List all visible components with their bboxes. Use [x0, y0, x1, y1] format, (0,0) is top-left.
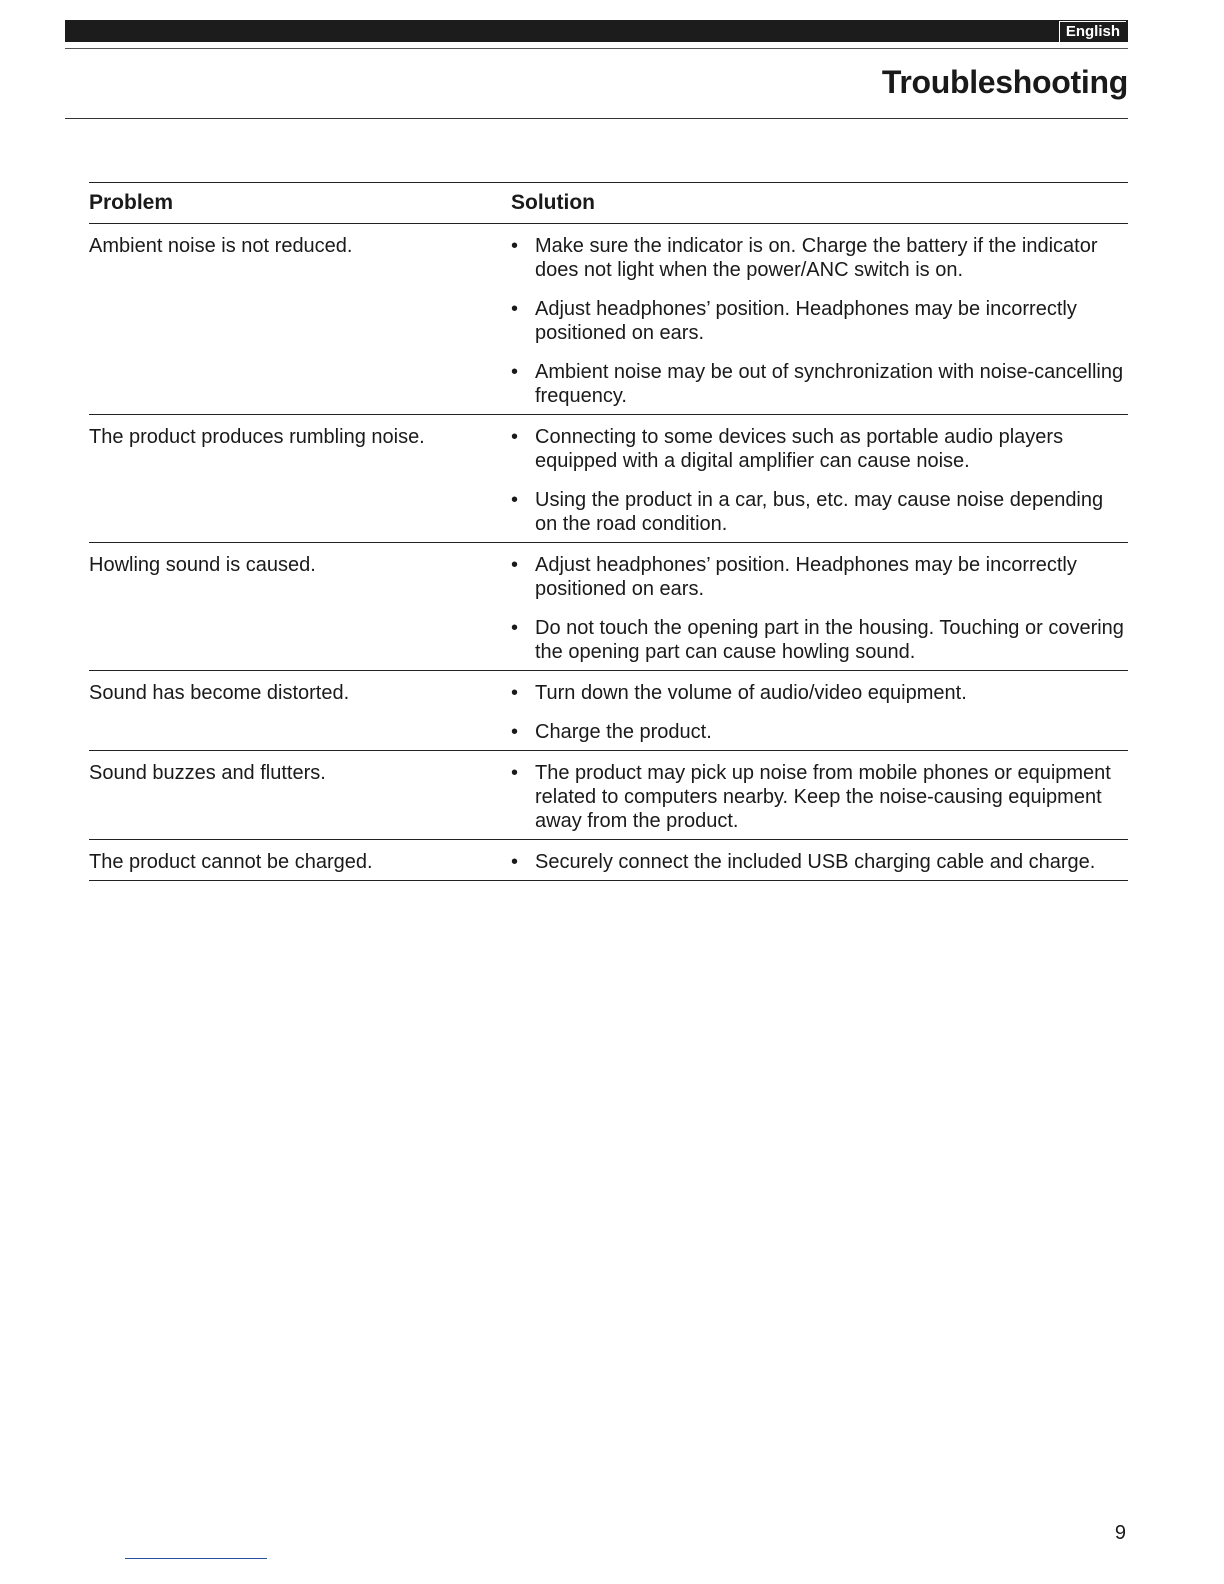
problem-cell: The product produces rumbling noise.	[89, 426, 425, 448]
solution-list	[511, 224, 1128, 414]
solution-text: Securely connect the included USB charging cable and charge.	[535, 851, 1096, 873]
language-tab: English	[1059, 21, 1126, 42]
solution-list	[511, 415, 1128, 542]
bullet-icon: •	[511, 682, 519, 704]
problem-cell: Howling sound is caused.	[89, 554, 316, 576]
divider	[125, 1558, 267, 1559]
solution-text: Connecting to some devices such as portable audio players equipped with a digital amplifier can cause noise.	[535, 426, 1064, 472]
solution-item	[511, 234, 1128, 282]
table-header-row	[89, 183, 1128, 224]
solution-item	[511, 720, 1128, 744]
solution-item	[511, 425, 1128, 473]
solution-text: Using the product in a car, bus, etc. may cause noise depending on the road condition.	[535, 489, 1104, 535]
bullet-icon: •	[511, 298, 519, 320]
solution-item	[511, 553, 1128, 601]
solution-text: Do not touch the opening part in the housing. Touching or covering the opening part can cause howling sound.	[535, 617, 1124, 663]
solution-list	[511, 751, 1128, 839]
solution-cell	[511, 224, 1128, 414]
solution-list	[511, 671, 1128, 750]
solution-item	[511, 616, 1128, 664]
table-row	[89, 840, 1128, 881]
bullet-icon: •	[511, 361, 519, 383]
solution-text: Ambient noise may be out of synchronization with noise-cancelling frequency.	[535, 361, 1124, 407]
header-bar	[65, 20, 1128, 42]
problem-cell: Sound buzzes and flutters.	[89, 762, 326, 784]
problem-cell: Sound has become distorted.	[89, 682, 350, 704]
table-row	[89, 751, 1128, 840]
solution-text: Adjust headphones’ position. Headphones may be incorrectly positioned on ears.	[535, 298, 1077, 344]
bullet-icon: •	[511, 235, 519, 257]
bullet-icon: •	[511, 851, 519, 873]
solution-column-header: Solution	[511, 191, 595, 214]
bullet-icon: •	[511, 721, 519, 743]
problem-column-header: Problem	[89, 191, 174, 214]
bullet-icon: •	[511, 762, 519, 784]
table-row	[89, 671, 1128, 751]
bullet-icon: •	[511, 489, 519, 511]
solution-item	[511, 297, 1128, 345]
solution-item	[511, 761, 1128, 833]
divider	[65, 48, 1128, 49]
divider	[65, 118, 1128, 119]
solution-cell	[511, 840, 1128, 880]
solution-text: Adjust headphones’ position. Headphones may be incorrectly positioned on ears.	[535, 554, 1077, 600]
table-row	[89, 543, 1128, 671]
solution-item	[511, 360, 1128, 408]
bullet-icon: •	[511, 617, 519, 639]
solution-cell	[511, 543, 1128, 670]
solution-cell	[511, 671, 1128, 750]
bullet-icon: •	[511, 554, 519, 576]
page-number: 9	[1114, 1522, 1126, 1544]
solution-item	[511, 850, 1128, 874]
solution-text: The product may pick up noise from mobile phones or equipment related to computers nearby. Keep the noise-causing equipment away from the product.	[535, 762, 1111, 832]
solution-text: Make sure the indicator is on. Charge the battery if the indicator does not light when the power/ANC switch is on.	[535, 235, 1098, 281]
table-row	[89, 415, 1128, 543]
solution-list	[511, 543, 1128, 670]
solution-item	[511, 488, 1128, 536]
problem-cell: The product cannot be charged.	[89, 851, 373, 873]
bullet-icon: •	[511, 426, 519, 448]
solution-cell	[511, 751, 1128, 839]
solution-list	[511, 840, 1128, 880]
solution-text: Turn down the volume of audio/video equipment.	[535, 682, 967, 704]
solution-item	[511, 681, 1128, 705]
solution-cell	[511, 415, 1128, 542]
page-title: Troubleshooting	[881, 64, 1128, 100]
table-body	[89, 224, 1128, 881]
troubleshooting-table	[89, 182, 1128, 881]
problem-cell: Ambient noise is not reduced.	[89, 235, 353, 257]
solution-text: Charge the product.	[535, 721, 712, 743]
table-row	[89, 224, 1128, 415]
